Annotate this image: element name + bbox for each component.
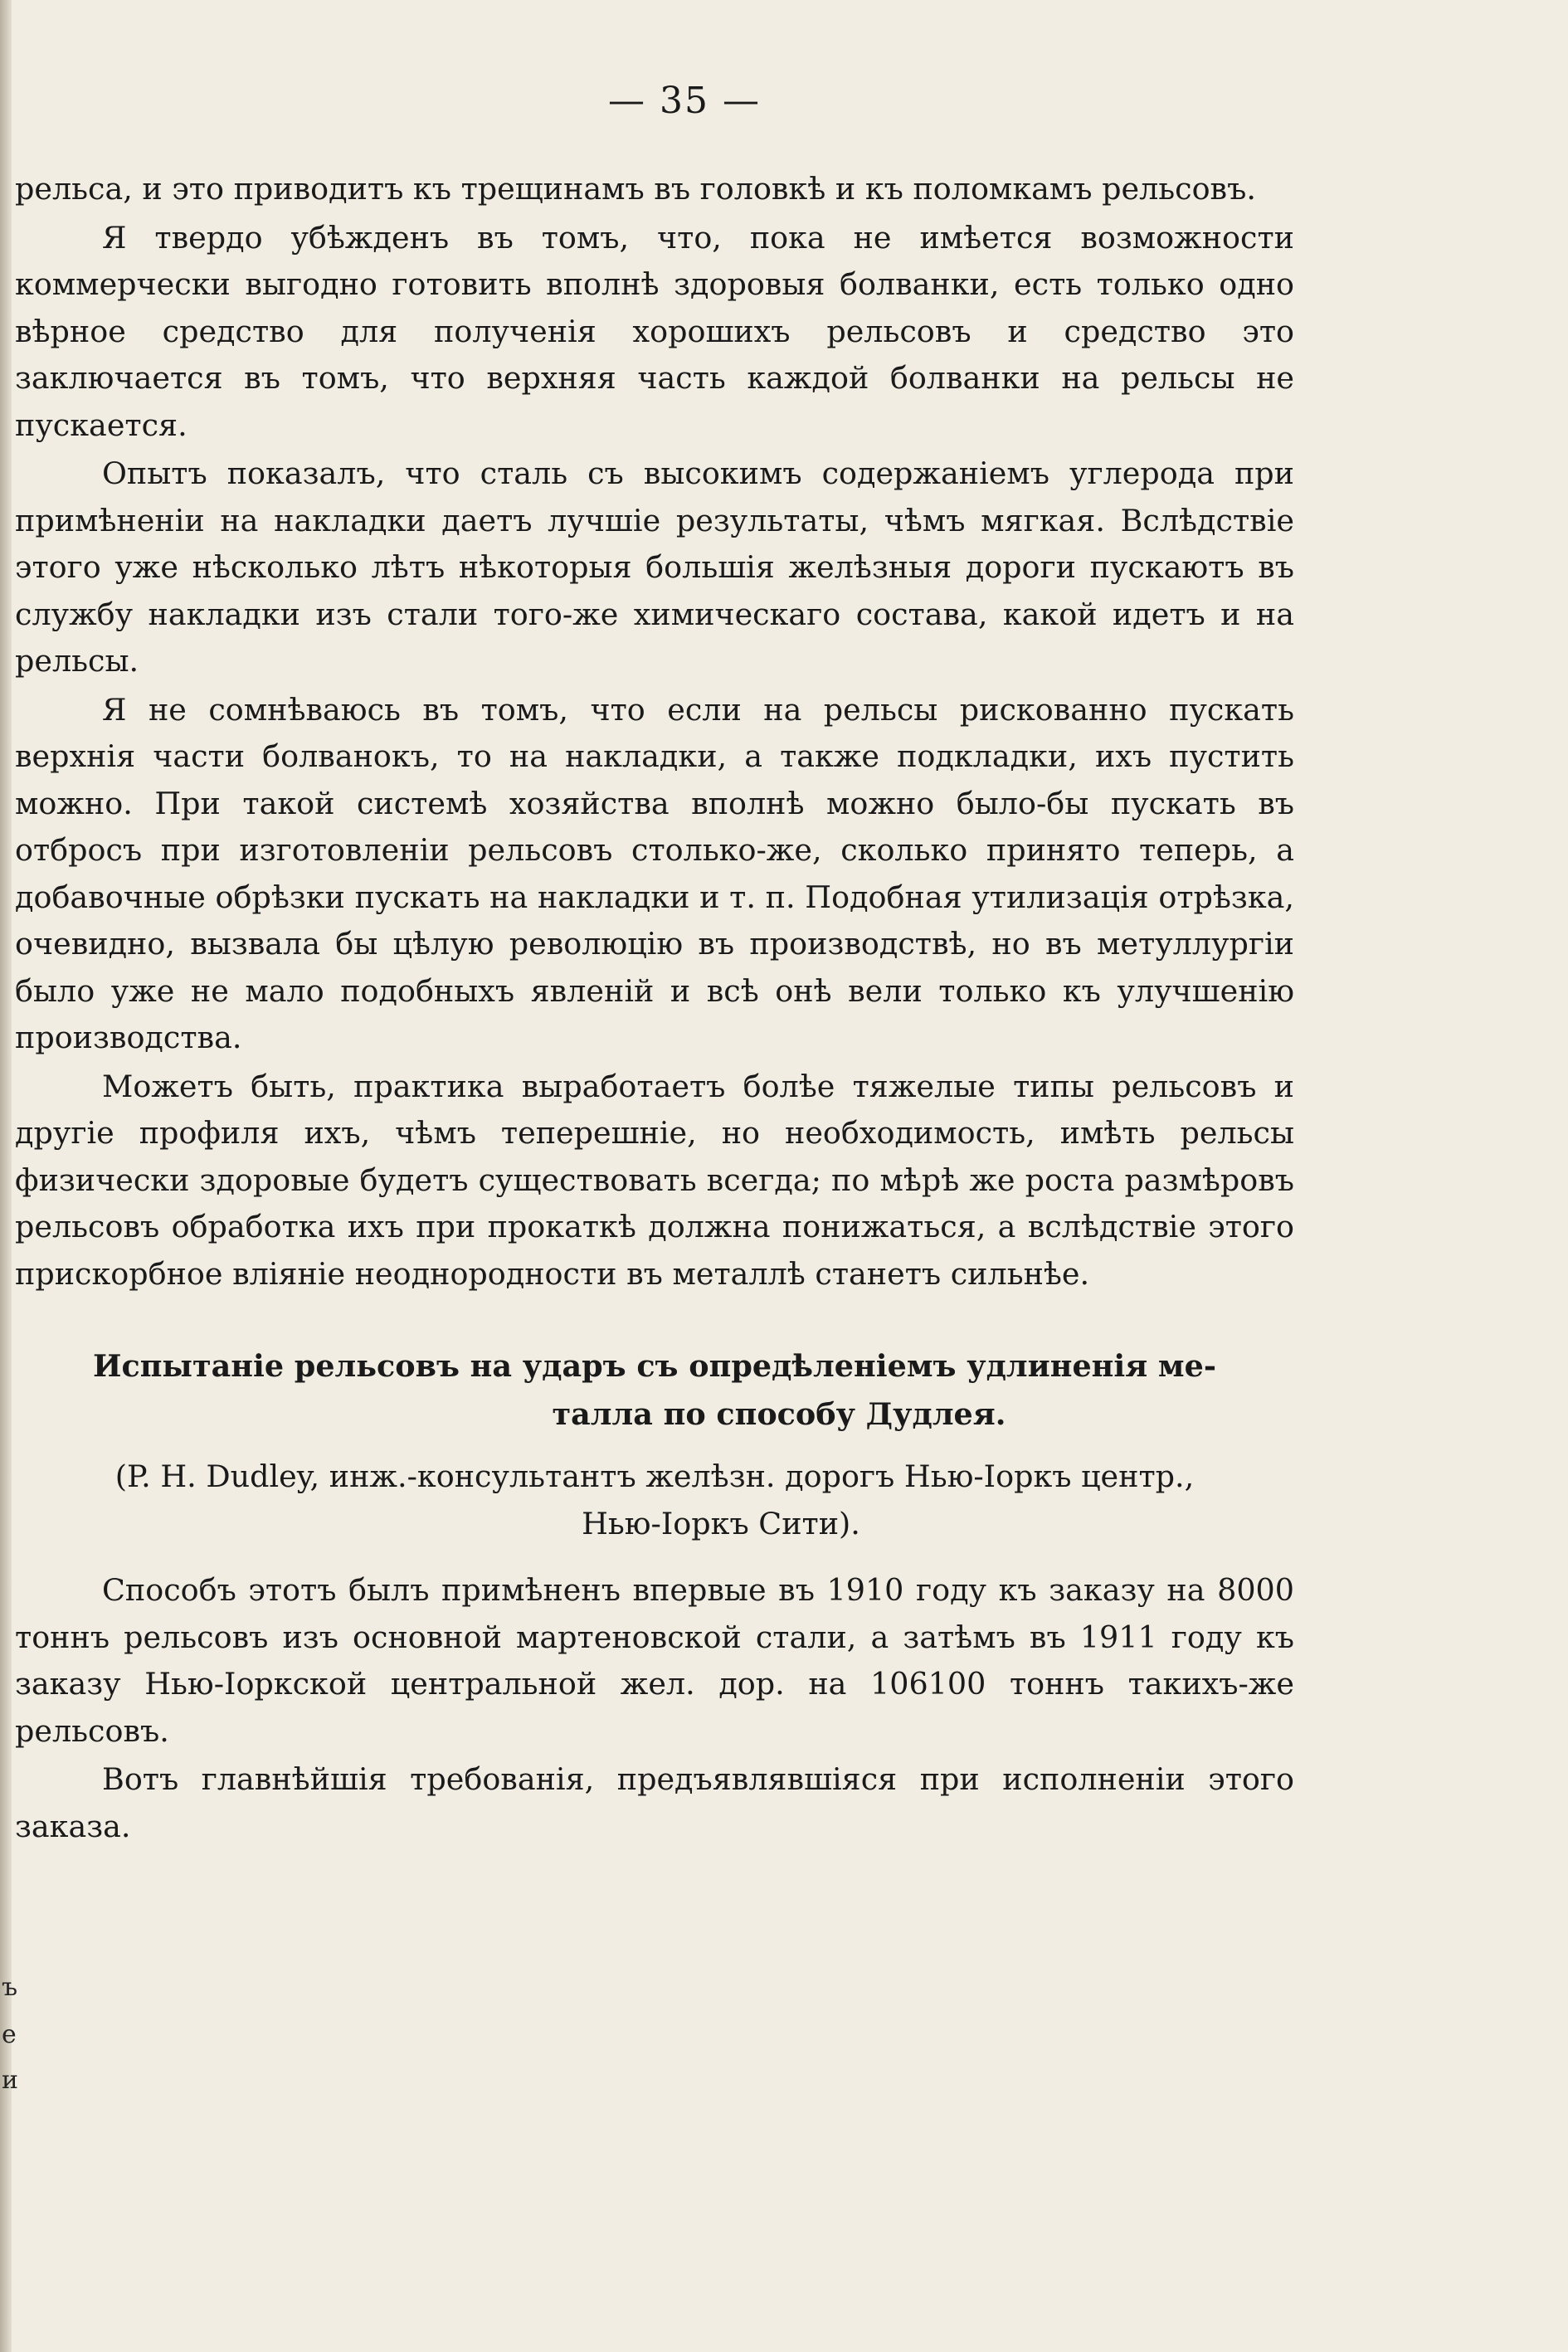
paragraph-ingot-tops: Я не сомнѣваюсь въ томъ, что если на рельсы рискованно пускать верхнія части болванокъ, то на накладки, а также подкладки, ихъ пустить можно. При такой системѣ хозяйства вполнѣ можно было-бы пускать въ отбросъ при изготовленіи рельсовъ столько-же, сколько принято теперь, а добавочные обрѣзки пускать на накладки и т. п. Подобная утилизація отрѣзка, очевидно, вызвала бы цѣлую революцію въ производствѣ, но въ метуллургіи было уже не мало подобныхъ явленій и всѣ онѣ вели только къ улучшенію производства. xyxy=(15,691,1294,1055)
margin-mark: и xyxy=(2,2066,18,2095)
attribution-line-1: (P. H. Dudley, инж.-консультантъ желѣзн. дорогъ Нью-Іоркъ центр., xyxy=(114,1458,1195,1494)
section-heading xyxy=(15,1342,1294,1439)
paragraph-high-carbon-steel: Опытъ показалъ, что сталь съ высокимъ содержаніемъ углерода при примѣненіи на накладки даетъ лучшіе результаты, чѣмъ мягкая. Вслѣдствіе этого уже нѣсколько лѣтъ нѣкоторыя большія желѣзныя дороги пускаютъ въ службу накладки изъ стали того-же химическаго состава, какой идетъ и на рельсы. xyxy=(15,455,1294,679)
attribution-line-2: Нью-Іоркъ Сити). xyxy=(582,1505,860,1541)
section-heading-line-2: талла по способу Дудлея. xyxy=(552,1396,1006,1432)
section-attribution xyxy=(15,1454,1294,1547)
paragraph-continuation: рельса, и это приводитъ къ трещинамъ въ головкѣ и къ поломкамъ рельсовъ. xyxy=(15,171,1256,207)
paragraph-heavier-rails: Можетъ быть, практика выработаетъ болѣе тяжелые типы рельсовъ и другіе профиля ихъ, чѣмъ теперешніе, но необходимость, имѣть рельсы физически здоровые будетъ существовать всегда; по мѣрѣ же роста размѣровъ рельсовъ обработка ихъ при прокаткѣ должна понижаться, а вслѣдствіе этого прискорбное вліяніе неоднородности въ металлѣ станетъ сильнѣе. xyxy=(15,1068,1294,1292)
left-margin-bleed xyxy=(0,0,18,2352)
margin-mark: е xyxy=(2,2020,17,2049)
page-number: — 35 — xyxy=(608,80,761,122)
paragraph-requirements: Вотъ главнѣйшія требованія, предъявлявшіяся при исполненіи этого заказа. xyxy=(15,1761,1294,1844)
body-text xyxy=(15,166,1294,1852)
margin-mark: ъ xyxy=(2,1973,18,2002)
paragraph-method-history: Способъ этотъ былъ примѣненъ впервые въ 1910 году къ заказу на 8000 тоннъ рельсовъ изъ основной мартеновской стали, а затѣмъ въ 1911 году къ заказу Нью-Іоркской центральной жел. дор. на 106100 тоннъ такихъ-же рельсовъ. xyxy=(15,1572,1294,1749)
paragraph-bad-ingots: Я твердо убѣжденъ въ томъ, что, пока не имѣется возможности коммерчески выгодно готовить вполнѣ здоровыя болванки, есть только одно вѣрное средство для полученія хорошихъ рельсовъ и средство это заключается въ томъ, что верхняя часть каждой болванки на рельсы не пускается. xyxy=(15,219,1294,443)
section-heading-line-1: Испытаніе рельсовъ на ударъ съ опредѣленіемъ удлиненія ме- xyxy=(93,1348,1216,1384)
